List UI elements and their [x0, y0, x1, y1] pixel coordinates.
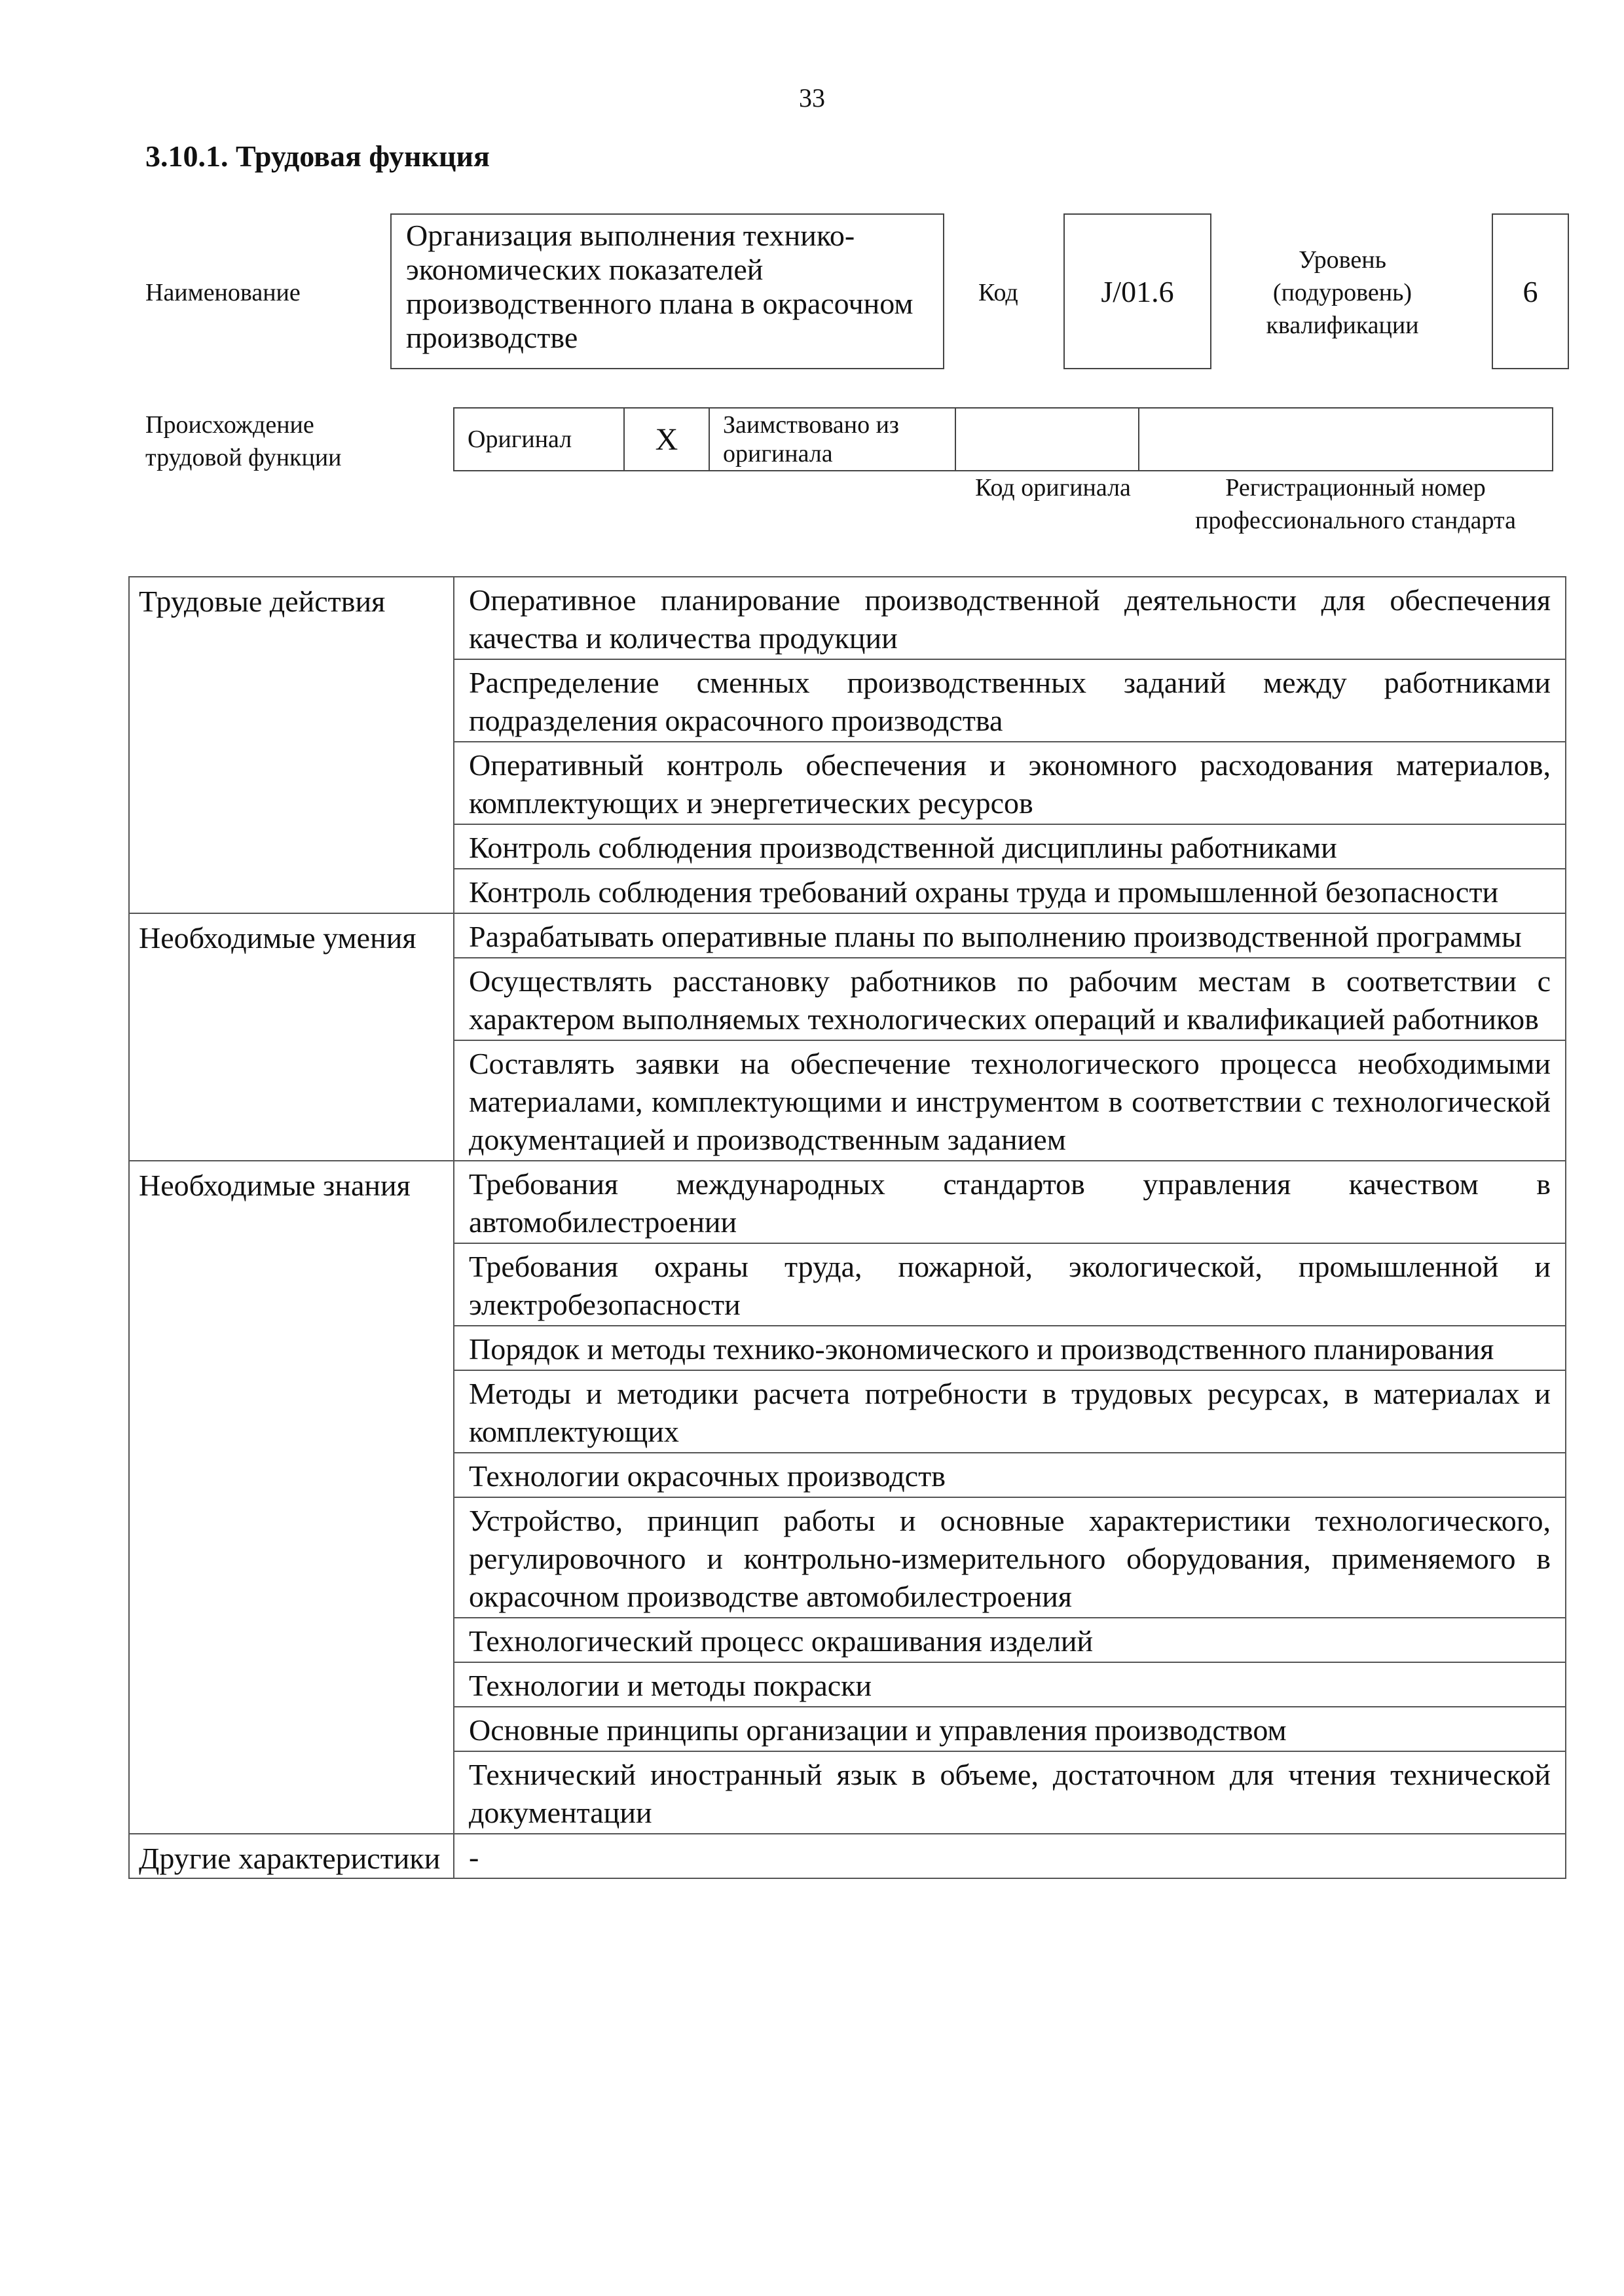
borrowed-label: Заимствовано из оригинала	[723, 411, 899, 467]
section-title-cell: Необходимые умения	[129, 913, 454, 1161]
qualification-level-box: 6	[1492, 213, 1569, 369]
section-item-cell: Контроль соблюдения производственной дисциплины работниками	[454, 824, 1566, 869]
original-cell	[454, 408, 624, 471]
section-title: 3.10.1. Трудовая функция	[145, 139, 490, 173]
section-title-cell: Другие характеристики	[129, 1834, 454, 1878]
table-row	[129, 577, 1566, 659]
section-item-cell: Порядок и методы технико-экономического и производственного планирования	[454, 1326, 1566, 1370]
function-details-table	[128, 576, 1566, 1879]
section-item-cell: Разрабатывать оперативные планы по выполнению производственной программы	[454, 913, 1566, 958]
section-item-cell: Требования охраны труда, пожарной, экологической, промышленной и электробезопасности	[454, 1243, 1566, 1326]
section-item-cell: Распределение сменных производственных заданий между работниками подразделения окрасочного производства	[454, 659, 1566, 742]
origin-label: Происхождение трудовой функции	[145, 411, 342, 471]
name-label: Наименование	[145, 279, 301, 306]
table-row	[129, 1834, 1566, 1878]
section-item-cell: Технологии и методы покраски	[454, 1662, 1566, 1707]
section-item-cell: Осуществлять расстановку работников по рабочим местам в соответствии с характером выполняемых технологических операций и квалификацией работников	[454, 958, 1566, 1040]
section-item-cell: Оперативный контроль обеспечения и экономного расходования материалов, комплектующих и энергетических ресурсов	[454, 742, 1566, 824]
reg-number-caption: Регистрационный номер профессионального стандарта	[1195, 474, 1516, 534]
section-title-cell: Трудовые действия	[129, 577, 454, 913]
original-mark: X	[655, 422, 678, 457]
section-item-cell: Контроль соблюдения требований охраны труда и промышленной безопасности	[454, 869, 1566, 913]
section-item-cell: Технологический процесс окрашивания изделий	[454, 1618, 1566, 1662]
table-row	[129, 913, 1566, 958]
original-mark-cell	[624, 408, 709, 471]
page-number: 33	[799, 83, 825, 113]
qualification-level-label: Уровень (подуровень) квалификации	[1266, 246, 1419, 339]
code-original-caption: Код оригинала	[975, 474, 1131, 501]
section-item-cell: Технический иностранный язык в объеме, достаточном для чтения технической документации	[454, 1751, 1566, 1834]
code-value-box: J/01.6	[1063, 213, 1211, 369]
section-item-cell: Составлять заявки на обеспечение технологического процесса необходимыми материалами, комплектующими и инструментом в соответствии с технологической документацией и производственным заданием	[454, 1040, 1566, 1161]
original-label: Оригинал	[468, 426, 572, 453]
section-item-cell: Оперативное планирование производственной деятельности для обеспечения качества и количества продукции	[454, 577, 1566, 659]
code-original-cell	[955, 408, 1139, 471]
reg-number-cell	[1139, 408, 1553, 471]
section-item-cell: Технологии окрасочных производств	[454, 1453, 1566, 1497]
section-title-cell: Необходимые знания	[129, 1161, 454, 1834]
section-item-cell: Устройство, принцип работы и основные характеристики технологического, регулировочного и контрольно-измерительного оборудования, применяемого в окрасочном производстве автомобилестроения	[454, 1497, 1566, 1618]
section-item-cell: -	[454, 1834, 1566, 1878]
origin-table	[453, 407, 1553, 471]
code-label: Код	[978, 279, 1018, 306]
section-item-cell: Требования международных стандартов управления качеством в автомобилестроении	[454, 1161, 1566, 1243]
table-row	[129, 1161, 1566, 1243]
section-item-cell: Основные принципы организации и управления производством	[454, 1707, 1566, 1751]
function-name-box: Организация выполнения технико-экономических показателей производственного плана в окрасочном производстве	[390, 213, 944, 369]
section-item-cell: Методы и методики расчета потребности в трудовых ресурсах, в материалах и комплектующих	[454, 1370, 1566, 1453]
borrowed-cell	[709, 408, 955, 471]
